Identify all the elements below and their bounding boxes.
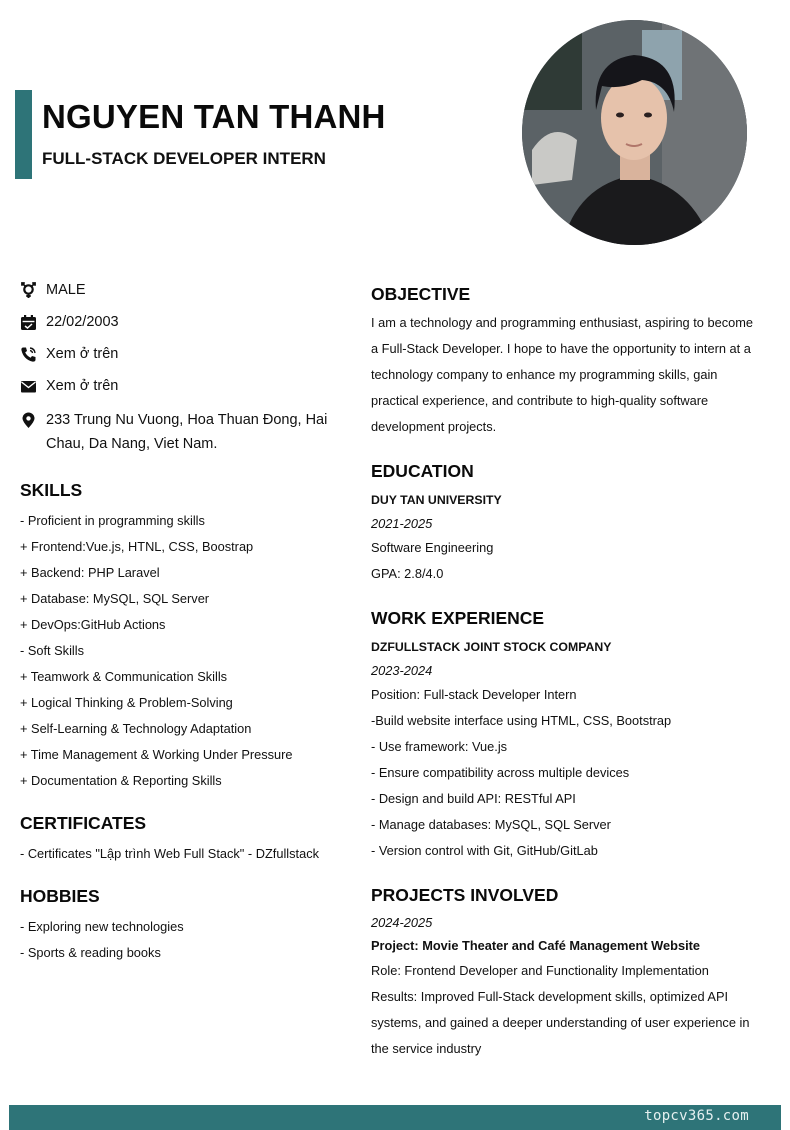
education-major: Software Engineering [371, 540, 494, 555]
job-title: FULL-STACK DEVELOPER INTERN [42, 149, 326, 168]
work-item: - Design and build API: RESTful API [371, 791, 576, 806]
skill-item: + Database: MySQL, SQL Server [20, 591, 210, 606]
work-experience-section [371, 608, 761, 864]
phone-icon [20, 346, 37, 363]
location-pin-icon [20, 412, 37, 429]
footer-brand: topcv365.com [644, 1108, 749, 1124]
education-section [371, 461, 761, 587]
work-item: Position: Full-stack Developer Intern [371, 687, 577, 702]
objective-text: I am a technology and programming enthusiast, aspiring to become a Full-Stack Developer. I hope to have the opportunity to intern at a technology company to enhance my programming skills, gain practical experience, and contribute to high-quality software development projects. [371, 315, 753, 434]
profile-photo-icon [522, 20, 747, 245]
certificates-title: CERTIFICATES [20, 813, 147, 833]
work-item: - Ensure compatibility across multiple devices [371, 765, 630, 780]
skill-item: + Time Management & Working Under Pressure [20, 747, 293, 762]
accent-bar [15, 90, 32, 179]
project-role: Role: Frontend Developer and Functionality Implementation [371, 963, 709, 978]
education-gpa: GPA: 2.8/4.0 [371, 566, 444, 581]
skill-item: + Backend: PHP Laravel [20, 565, 160, 580]
work-item: - Manage databases: MySQL, SQL Server [371, 817, 611, 832]
footer-bar [9, 1105, 781, 1130]
address-value: 233 Trung Nu Vuong, Hoa Thuan Đong, Hai Chau, Da Nang, Viet Nam. [46, 412, 328, 452]
work-item: - Use framework: Vue.js [371, 739, 508, 754]
company-name: DZFULLSTACK JOINT STOCK COMPANY [371, 640, 612, 654]
phone-row [20, 344, 350, 365]
email-row [20, 376, 350, 397]
gender-row [20, 280, 350, 301]
birthday-value: 22/02/2003 [46, 314, 119, 330]
school-name: DUY TAN UNIVERSITY [371, 493, 502, 507]
skill-item: + Frontend:Vue.js, HTNL, CSS, Boostrap [20, 539, 254, 554]
skill-item: + Logical Thinking & Problem-Solving [20, 695, 233, 710]
work-period: 2023-2024 [371, 663, 433, 678]
hobby-item: - Sports & reading books [20, 945, 161, 960]
contact-info [20, 280, 350, 467]
skills-section [20, 480, 350, 794]
gender-icon [20, 282, 37, 299]
phone-value: Xem ở trên [46, 346, 119, 362]
objective-section [371, 284, 761, 440]
project-name: Project: Movie Theater and Café Management Website [371, 938, 701, 953]
skill-item: - Proficient in programming skills [20, 513, 205, 528]
skill-item: + Documentation & Reporting Skills [20, 773, 222, 788]
hobbies-title: HOBBIES [20, 886, 100, 906]
envelope-icon [20, 378, 37, 395]
certificate-item: - Certificates "Lập trình Web Full Stack" - DZfullstack [20, 846, 320, 861]
project-results: Results: Improved Full-Stack development skills, optimized API systems, and gained a deeper understanding of user experience in the service industry [371, 989, 750, 1056]
work-item: -Build website interface using HTML, CSS, Bootstrap [371, 713, 672, 728]
calendar-icon [20, 314, 37, 331]
work-title: WORK EXPERIENCE [371, 608, 545, 628]
skills-title: SKILLS [20, 480, 83, 500]
objective-title: OBJECTIVE [371, 284, 471, 304]
hobby-item: - Exploring new technologies [20, 919, 184, 934]
work-item: - Version control with Git, GitHub/GitLab [371, 843, 598, 858]
hobbies-section [20, 886, 350, 966]
education-title: EDUCATION [371, 461, 474, 481]
email-value: Xem ở trên [46, 378, 119, 394]
candidate-name: NGUYEN TAN THANH [42, 98, 386, 135]
projects-section [371, 885, 761, 1062]
skill-item: + DevOps:GitHub Actions [20, 617, 166, 632]
profile-photo [522, 20, 747, 245]
gender-value: MALE [46, 282, 86, 298]
address-row [20, 408, 350, 456]
project-period: 2024-2025 [371, 915, 433, 930]
education-period: 2021-2025 [371, 516, 433, 531]
skill-item: - Soft Skills [20, 643, 84, 658]
birthday-row [20, 312, 350, 333]
skill-item: + Self-Learning & Technology Adaptation [20, 721, 252, 736]
projects-title: PROJECTS INVOLVED [371, 885, 559, 905]
skill-item: + Teamwork & Communication Skills [20, 669, 228, 684]
certificates-section [20, 813, 350, 867]
